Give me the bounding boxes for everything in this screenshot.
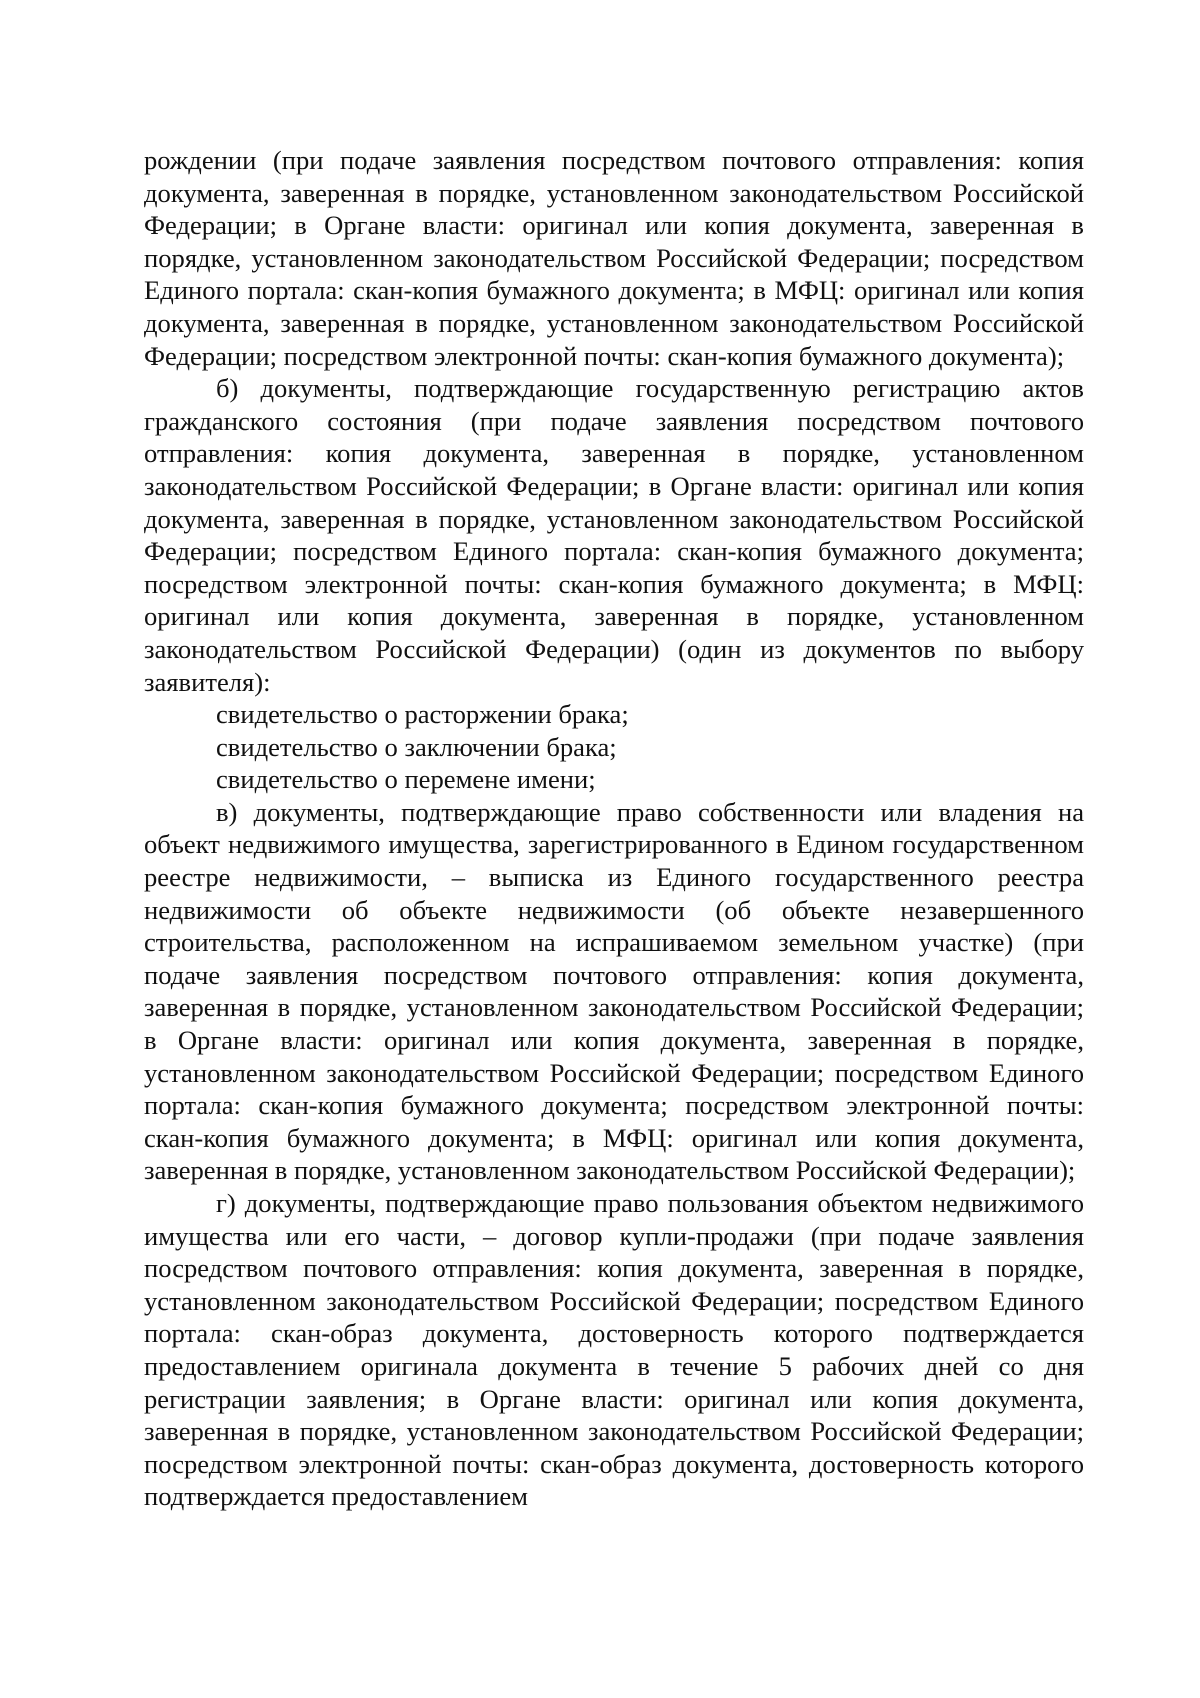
- list-item-name-change-certificate: свидетельство о перемене имени;: [216, 764, 596, 795]
- paragraph-b-civil-status-documents: б) документы, подтверждающие государственную регистрацию актов гражданского состояния (при подаче заявления посредством почтового отправления: копия документа, заверенная в порядке, установленном законодательством Российской Федерации; в Органе власти: оригинал или копия документа, заверенная в порядке, установленном законодательством Российской Федерации; посредством Единого портала: скан-копия бумажного документа; посредством электронной почты: скан-копия бумажного документа; в МФЦ: оригинал или копия документа, заверенная в порядке, установленном законодательством Российской Федерации) (один из документов по выбору заявителя):: [144, 373, 1084, 697]
- list-item-marriage-certificate: свидетельство о заключении брака;: [216, 731, 617, 762]
- paragraph-birth-certificate-continuation: рождении (при подаче заявления посредством почтового отправления: копия документа, заверенная в порядке, установленном законодательством Российской Федерации; в Органе власти: оригинал или копия документа, заверенная в порядке, установленном законодательством Российской Федерации; посредством Единого портала: скан-копия бумажного документа; в МФЦ: оригинал или копия документа, заверенная в порядке, установленном законодательством Российской Федерации; посредством электронной почты: скан-копия бумажного документа);: [144, 145, 1084, 371]
- document-body: [144, 144, 1084, 1513]
- paragraph-g-usage-right-documents: г) документы, подтверждающие право пользования объектом недвижимого имущества или его части, – договор купли-продажи (при подаче заявления посредством почтового отправления: копия документа, заверенная в порядке, установленном законодательством Российской Федерации; посредством Единого портала: скан-образ документа, достоверность которого подтверждается предоставлением оригинала документа в течение 5 рабочих дней со дня регистрации заявления; в Органе власти: оригинал или копия документа, заверенная в порядке, установленном законодательством Российской Федерации; посредством электронной почты: скан-образ документа, достоверность которого подтверждается предоставлением: [144, 1188, 1084, 1512]
- paragraph-v-ownership-documents: в) документы, подтверждающие право собственности или владения на объект недвижимого имущества, зарегистрированного в Едином государственном реестре недвижимости, – выписка из Единого государственного реестра недвижимости об объекте недвижимости (об объекте незавершенного строительства, расположенном на испрашиваемом земельном участке) (при подаче заявления посредством почтового отправления: копия документа, заверенная в порядке, установленном законодательством Российской Федерации; в Органе власти: оригинал или копия документа, заверенная в порядке, установленном законодательством Российской Федерации; посредством Единого портала: скан-копия бумажного документа; посредством электронной почты: скан-копия бумажного документа; в МФЦ: оригинал или копия документа, заверенная в порядке, установленном законодательством Российской Федерации);: [144, 796, 1084, 1186]
- list-item-divorce-certificate: свидетельство о расторжении брака;: [216, 699, 629, 730]
